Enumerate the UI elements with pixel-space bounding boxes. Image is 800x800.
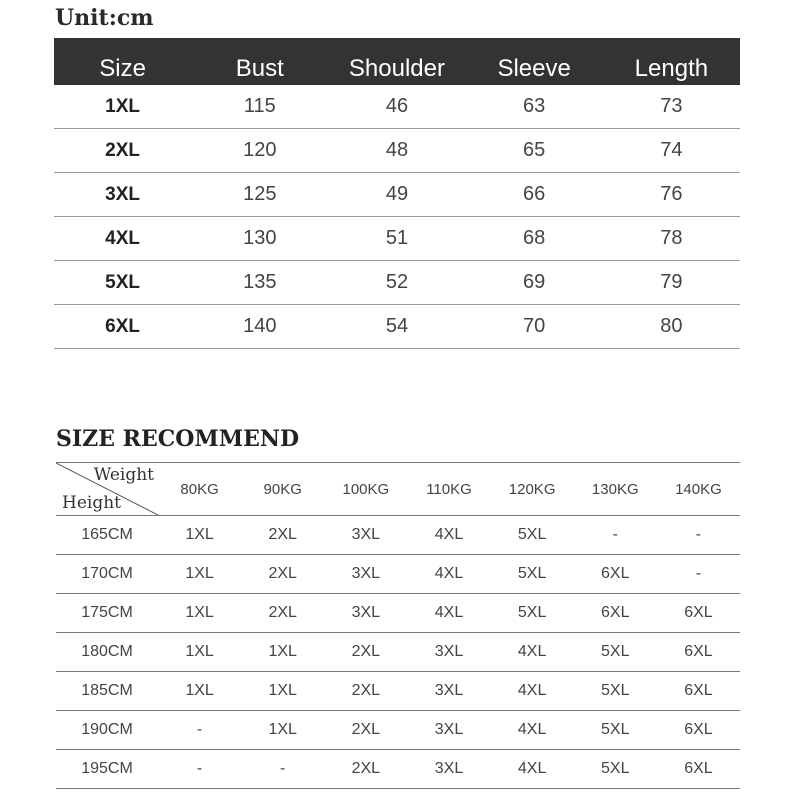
length-cell: 78 [603, 217, 740, 261]
size-chart-header-row [54, 38, 740, 85]
sleeve-cell: 69 [466, 261, 603, 305]
size-cell: 2XL [324, 750, 407, 789]
size-cell: 4XL [54, 217, 191, 261]
size-cell: 1XL [241, 633, 324, 672]
weight-header: 80KG [158, 463, 241, 516]
recommend-header-row [56, 463, 740, 516]
table-row [54, 173, 740, 217]
size-cell: 3XL [54, 173, 191, 217]
size-cell: 6XL [657, 711, 740, 750]
size-cell: 4XL [491, 633, 574, 672]
size-cell: 3XL [407, 672, 490, 711]
size-cell: 5XL [491, 594, 574, 633]
table-row [56, 594, 740, 633]
size-cell: 1XL [158, 672, 241, 711]
bust-cell: 135 [191, 261, 328, 305]
height-label: Height [62, 493, 121, 513]
size-cell: 3XL [407, 711, 490, 750]
table-row [56, 555, 740, 594]
length-cell: 74 [603, 129, 740, 173]
size-cell: 4XL [407, 555, 490, 594]
size-cell: 2XL [324, 672, 407, 711]
weight-header: 120KG [491, 463, 574, 516]
shoulder-cell: 52 [328, 261, 465, 305]
size-cell: 5XL [574, 711, 657, 750]
size-cell: 6XL [657, 633, 740, 672]
table-row [54, 305, 740, 349]
table-row [56, 711, 740, 750]
unit-label: Unit:cm [55, 5, 154, 31]
size-chart-table [54, 38, 740, 349]
size-cell: 5XL [574, 750, 657, 789]
bust-cell: 115 [191, 85, 328, 129]
size-cell: 1XL [158, 516, 241, 555]
size-cell: 4XL [491, 750, 574, 789]
weight-label: Weight [93, 465, 154, 485]
height-cell: 185CM [56, 672, 158, 711]
header-length: Length [603, 38, 740, 85]
bust-cell: 125 [191, 173, 328, 217]
table-row [54, 85, 740, 129]
size-cell: 3XL [324, 555, 407, 594]
size-cell: 1XL [54, 85, 191, 129]
height-cell: 165CM [56, 516, 158, 555]
sleeve-cell: 70 [466, 305, 603, 349]
size-cell: 4XL [407, 594, 490, 633]
header-bust: Bust [191, 38, 328, 85]
size-cell: 4XL [407, 516, 490, 555]
size-cell: 3XL [324, 594, 407, 633]
weight-height-corner [56, 463, 158, 516]
table-row [56, 672, 740, 711]
size-cell: 5XL [574, 633, 657, 672]
size-cell: - [158, 711, 241, 750]
weight-header: 130KG [574, 463, 657, 516]
shoulder-cell: 48 [328, 129, 465, 173]
table-row [54, 129, 740, 173]
size-cell: 5XL [54, 261, 191, 305]
sleeve-cell: 65 [466, 129, 603, 173]
weight-header: 100KG [324, 463, 407, 516]
size-cell: 1XL [158, 555, 241, 594]
size-recommend-title: SIZE RECOMMEND [56, 426, 300, 452]
size-cell: 2XL [54, 129, 191, 173]
size-recommend-table [56, 462, 740, 789]
shoulder-cell: 46 [328, 85, 465, 129]
size-cell: 5XL [491, 516, 574, 555]
height-cell: 195CM [56, 750, 158, 789]
size-cell: - [574, 516, 657, 555]
size-cell: 1XL [158, 633, 241, 672]
header-size: Size [54, 38, 191, 85]
bust-cell: 120 [191, 129, 328, 173]
table-row [56, 750, 740, 789]
size-cell: 1XL [241, 672, 324, 711]
length-cell: 79 [603, 261, 740, 305]
size-cell: 2XL [241, 516, 324, 555]
size-cell: 2XL [241, 594, 324, 633]
weight-header: 90KG [241, 463, 324, 516]
size-cell: 2XL [241, 555, 324, 594]
table-row [54, 217, 740, 261]
size-cell: 3XL [407, 750, 490, 789]
size-cell: 4XL [491, 672, 574, 711]
size-cell: 2XL [324, 711, 407, 750]
sleeve-cell: 66 [466, 173, 603, 217]
size-cell: 6XL [574, 555, 657, 594]
size-cell: 6XL [657, 672, 740, 711]
size-cell: 2XL [324, 633, 407, 672]
size-cell: 5XL [491, 555, 574, 594]
size-cell: 3XL [407, 633, 490, 672]
height-cell: 190CM [56, 711, 158, 750]
sleeve-cell: 68 [466, 217, 603, 261]
header-shoulder: Shoulder [328, 38, 465, 85]
size-cell: - [158, 750, 241, 789]
size-cell: 1XL [241, 711, 324, 750]
size-cell: - [657, 555, 740, 594]
size-cell: 5XL [574, 672, 657, 711]
bust-cell: 130 [191, 217, 328, 261]
table-row [56, 633, 740, 672]
shoulder-cell: 49 [328, 173, 465, 217]
sleeve-cell: 63 [466, 85, 603, 129]
length-cell: 80 [603, 305, 740, 349]
header-sleeve: Sleeve [466, 38, 603, 85]
size-cell: 1XL [158, 594, 241, 633]
table-row [56, 516, 740, 555]
size-cell: 6XL [54, 305, 191, 349]
weight-header: 140KG [657, 463, 740, 516]
size-cell: 3XL [324, 516, 407, 555]
size-cell: 6XL [574, 594, 657, 633]
table-row [54, 261, 740, 305]
shoulder-cell: 54 [328, 305, 465, 349]
size-cell: - [657, 516, 740, 555]
height-cell: 175CM [56, 594, 158, 633]
length-cell: 76 [603, 173, 740, 217]
shoulder-cell: 51 [328, 217, 465, 261]
size-cell: - [241, 750, 324, 789]
length-cell: 73 [603, 85, 740, 129]
size-cell: 6XL [657, 750, 740, 789]
height-cell: 180CM [56, 633, 158, 672]
size-cell: 4XL [491, 711, 574, 750]
height-cell: 170CM [56, 555, 158, 594]
bust-cell: 140 [191, 305, 328, 349]
weight-header: 110KG [407, 463, 490, 516]
size-cell: 6XL [657, 594, 740, 633]
